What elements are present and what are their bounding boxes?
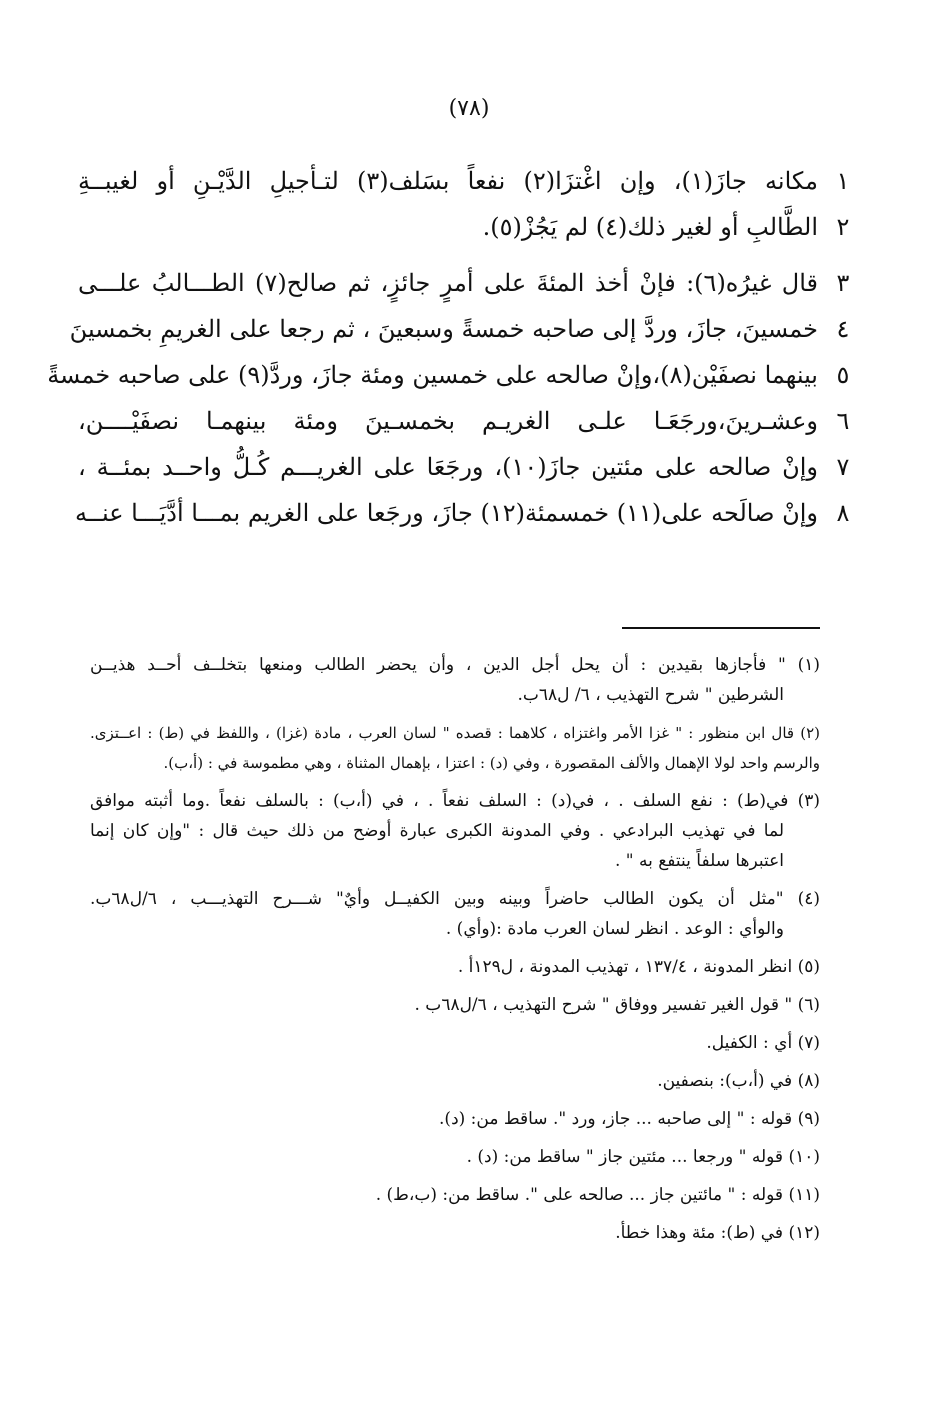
footnote-line: اعتبرها سلفاً ينتفع به " . [614,851,784,871]
text-line [69,306,868,352]
line-number: ١ [836,167,850,195]
footnote [90,1066,820,1096]
footnote [90,718,820,778]
line-text: قال غيرُه(٦): فإنْ أخذ المئةَ على أمرٍ جائزٍ، ثم صالح(٧) الطـــالبُ علـــى [78,269,819,297]
line-number: ٢ [836,213,850,241]
line-number: ٨ [836,499,850,527]
footnote-line: (٧) أي : الكفيل. [706,1033,820,1053]
footnote [90,1218,820,1248]
footnote-line: (٨) في (أ،ب): بنصفين. [657,1071,820,1091]
footnote-line: (١) " فأجازها بقيدين : أن يحل أجل الدين ، وأن يحضر الطالب ومنعها بتخلــف أحــد هذيــن [90,655,820,675]
footnote-line: (٥) انظر المدونة ، ١٣٧/٤ ، تهذيب المدونة ، ل١٢٩أ . [457,957,820,977]
footnote [90,952,820,982]
line-number: ٤ [836,315,850,343]
footnote-line: (٩) قوله : " إلى صاحبه ... جاز، ورد ". ساقط من: (د). [439,1109,820,1129]
footnote [90,1104,820,1134]
main-text [47,158,868,536]
footnote-line: (٤) "مثل أن يكون الطالب حاضراً وبينه وبين الكفيــل وأيٌ" شـــرح التهذيـــب ، ٦/ل٦٨ب. [90,889,820,909]
text-line [78,204,868,250]
text-line [75,490,868,536]
line-text: الطَّالبِ أو لغير ذلك(٤) لم يَجُزْ(٥). [482,213,818,241]
footnote-line: والوأي : الوعد . انظر لسان العرب مادة :(وأي) . [445,919,784,939]
footnote-line: الشرطين " شرح التهذيب ، ٦/ ل٦٨ب. [517,685,784,705]
footnote [90,1028,820,1058]
text-line [78,398,868,444]
footnote [90,884,820,944]
text-line [78,260,868,306]
footnote-line: والرسم واحد لولا الإهمال والألف المقصورة ، وفي (د) : اعتزا ، بإهمال المثناة ، وهي مطموسة في : (أ،ب). [163,754,820,772]
footnotes [90,650,820,1256]
line-text: وإنْ صالحه على مئتين جازَ(١٠)، ورجَعَا على الغريـــم كُـلُّ واحــد بمئــة ، [78,453,819,481]
footnote-divider [622,627,820,629]
footnote [90,1142,820,1172]
text-line [78,444,868,490]
line-text: وإنْ صالَحه على(١١) خمسمئة(١٢) جازَ، ورجَعا على الغريم بمـــا أدَّيَـــا عنــه [75,499,818,527]
footnote [90,650,820,710]
text-line [78,158,868,204]
page-number: (٧٨) [448,96,490,121]
line-number: ٦ [836,407,850,435]
footnote-line: (١٢) في (ط): مئة وهذا خطأ. [615,1223,820,1243]
text-line [47,352,868,398]
footnote-line: (٢) قال ابن منظور : " غزا الأمر واغتزاه ، كلاهما : قصده " لسان العرب ، مادة (غزا) ، واللفظ في (ط) : اعــتزى. [90,724,820,742]
footnote-line: (٦) " قول الغير تفسير ووفاق " شرح التهذيب ، ٦/ل٦٨ب . [414,995,820,1015]
footnote [90,786,820,876]
footnote [90,990,820,1020]
line-text: مكانه جازَ(١)، وإن اغْتزَا(٢) نفعاً بسَلف(٣) لتـأجيلِ الدَّيْـنِ أو لغيبــةِ [78,167,819,195]
footnote-line: (٣) في(ط) : نفع السلف . ، في(د) : السلف نفعاً . ، في (أ،ب) : بالسلف نفعاً .وما أثبته موافق [90,791,820,811]
footnote-line: لما في تهذيب البرادعي . وفي المدونة الكبرى عبارة أوضح من ذلك حيث قال : "وإن كان إنما [90,821,784,841]
footnote-line: (١٠) قوله " ورجعا ... مئتين جاز " ساقط من: (د) . [466,1147,820,1167]
line-number: ٥ [836,361,850,389]
line-text: خمسينَ، جازَ، وردَّ إلى صاحبه خمسةً وسبعينَ ، ثم رجعا على الغريمِ بخمسينَ [69,315,818,343]
line-number: ٧ [836,453,850,481]
line-text: بينهما نصفَيْن(٨)،وإنْ صالحه على خمسين ومئة جازَ، وردَّ(٩) على صاحبه خمسةً [47,361,818,389]
footnote-line: (١١) قوله : " مائتين جاز ... صالحه على ". ساقط من: (ب،ط) . [375,1185,820,1205]
footnote [90,1180,820,1210]
line-text: وعشـرينَ،ورجَعَـا علـى الغريـم بخمسـينَ ومئة بينهمـا نصفَيْــــن، [78,407,818,435]
line-number: ٣ [836,269,850,297]
